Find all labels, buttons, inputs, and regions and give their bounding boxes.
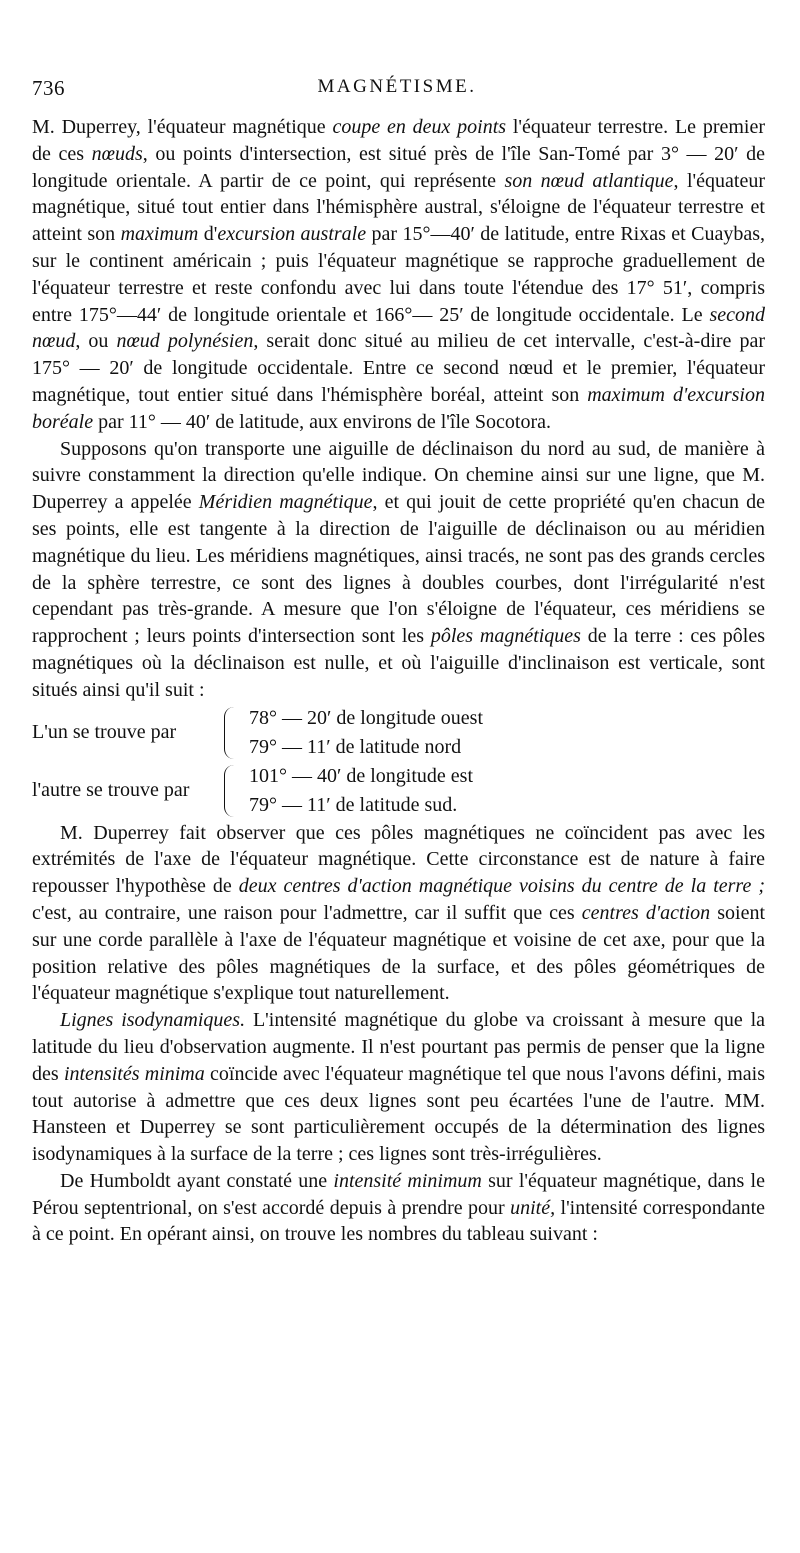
pole-latitude: 79° — 11′ de latitude nord [249, 735, 462, 758]
running-title: MAGNÉTISME. [317, 76, 477, 97]
italic-run: deux centres d'action magnétique voisins du centre de la terre ; [238, 875, 765, 898]
text-run: , ou [75, 330, 117, 353]
text-run: M. Duperrey, l'équateur magnétique [32, 116, 333, 138]
text-run: De Humboldt ayant constaté une [60, 1169, 334, 1192]
pole-row [32, 704, 765, 762]
text-run: soient sur une corde parallèle à l'axe de l'équateur magnétique et voisine de cet axe, pour que la position relative des pôles magnétiques de la surface, et des pôles géométriques de l'équateur magnétique s'explique tout naturellement. [32, 901, 765, 1005]
text-run: par 15°—40′ de latitude, entre Rixas et Cuaybas, sur le continent américain ; puis l'équateur magnétique se rapproche graduellement de l'équateur terrestre et reste confondu avec lui dans toute l'étendue des 17° 51′, compris entre 175°—44′ de longitude orientale et 166°— 25′ de longitude occidentale. Le [32, 223, 766, 326]
pole-label: l'autre se trouve par [32, 779, 190, 802]
page-body [32, 114, 765, 1248]
poles-table [32, 704, 765, 820]
pole-row [32, 762, 765, 820]
brace-icon [224, 765, 239, 817]
text-run: , serait donc situé au milieu de cet intervalle, c'est-à-dire par 175° — 20′ de longitude occidentale. Entre ce second nœud et le premier, l'équateur magnétique, tout entier situé dans l'hémisphère boréal, atteint son [32, 330, 765, 406]
paragraph-equator-nodes [32, 114, 765, 436]
text-run: coïncide avec l'équateur magnétique tel que nous l'avons défini, mais tout autorise à admettre que ces deux lignes sont peu écartées l'une de l'autre. MM. Hansteen et Duperrey se sont particulièrement occupés de la détermination des lignes isodynamiques à la surface de la terre ; ces lignes sont très-irrégulières. [32, 1062, 766, 1166]
italic-run: coupe en deux points [332, 116, 507, 138]
italic-run: unité, [510, 1196, 556, 1219]
italic-run: nœuds [91, 142, 143, 165]
text-run: Supposons qu'on transporte une aiguille de déclinaison du nord au sud, de manière à suivre constamment la direction qu'elle indique. On chemine ainsi sur une ligne, que M. Duperrey a appelée [32, 437, 765, 514]
text-run: c'est, au contraire, une raison pour l'admettre, car il suffit que ces [32, 901, 582, 924]
brace-icon [224, 707, 239, 759]
text-run: , ou points d'intersection, est situé près de l'île San-Tomé par 3° — 20′ de longitude orientale. A partir de ce point, qui représente [32, 142, 765, 192]
italic-run: maximum [120, 223, 199, 246]
italic-run: intensités minima [63, 1062, 205, 1085]
paragraph-isodynamic-lines [32, 1007, 765, 1168]
page-header [32, 76, 762, 104]
italic-run: son nœud atlantique [504, 169, 674, 192]
pole-coordinates [249, 762, 473, 820]
pole-longitude: 101° — 40′ de longitude est [249, 764, 474, 787]
italic-run: nœud polynésien [116, 330, 254, 353]
italic-run: pôles magnétiques [430, 625, 581, 648]
text-run: l'intensité correspondante à ce point. En opérant ainsi, on trouve les nombres du tableau suivant : [32, 1196, 766, 1246]
text-run: de la terre : ces pôles magnétiques où la déclinaison est nulle, et où l'aiguille d'inclinaison est verticale, sont situés ainsi qu'il suit : [32, 625, 765, 701]
text-run: l'équateur terrestre. Le premier de ces [32, 116, 766, 165]
pole-label: L'un se trouve par [32, 721, 177, 744]
text-run: , l'équateur magnétique, situé tout entier dans l'hémisphère austral, s'éloigne de l'équateur terrestre et atteint son [32, 169, 765, 246]
italic-run: intensité minimum [333, 1169, 482, 1192]
page-number: 736 [32, 76, 65, 100]
italic-run: Méridien magnétique [198, 491, 373, 514]
pole-longitude: 78° — 20′ de longitude ouest [249, 706, 484, 729]
paragraph-humboldt [32, 1168, 765, 1248]
text-run: L'intensité magnétique du globe va croissant à mesure que la latitude du lieu d'observation augmente. Il n'est pourtant pas permis de penser que la ligne des [32, 1009, 766, 1085]
italic-run: excursion australe [217, 223, 367, 246]
text-run: M. Duperrey fait observer que ces pôles magnétiques ne coïncident pas avec les extrémités de l'axe de l'équateur magnétique. Cette circonstance est de nature à faire repousser l'hypothèse de [32, 821, 765, 898]
pole-coordinates [249, 704, 483, 762]
pole-latitude: 79° — 11′ de latitude sud. [249, 793, 458, 816]
text-run: sur l'équateur magnétique, dans le Pérou septentrional, on s'est accordé depuis à prendre pour [32, 1169, 765, 1219]
italic-run: centres d'action [581, 901, 711, 924]
text-run: par 11° — 40′ de latitude, aux environs de l'île Socotora. [93, 410, 551, 433]
paragraph-centres-of-action [32, 820, 765, 1008]
paragraph-magnetic-meridian [32, 436, 765, 704]
italic-run: second nœud [32, 303, 765, 353]
section-title: Lignes isodynamiques. [60, 1009, 246, 1032]
italic-run: maximum d'excursion boréale [32, 383, 765, 433]
text-run: d' [198, 223, 218, 246]
text-run: , et qui jouit de cette propriété qu'en chacun de ses points, elle est tangente à la direction de l'aiguille de déclinaison ou au méridien magnétique du lieu. Les méridiens magnétiques, ainsi tracés, ne sont pas des grands cercles de la sphère terrestre, ce sont des lignes à doubles courbes, dont l'irrégularité n'est cependant pas très-grande. A mesure que l'on s'éloigne de l'équateur, ces méridiens se rapprochent ; leurs points d'intersection sont les [32, 491, 765, 648]
